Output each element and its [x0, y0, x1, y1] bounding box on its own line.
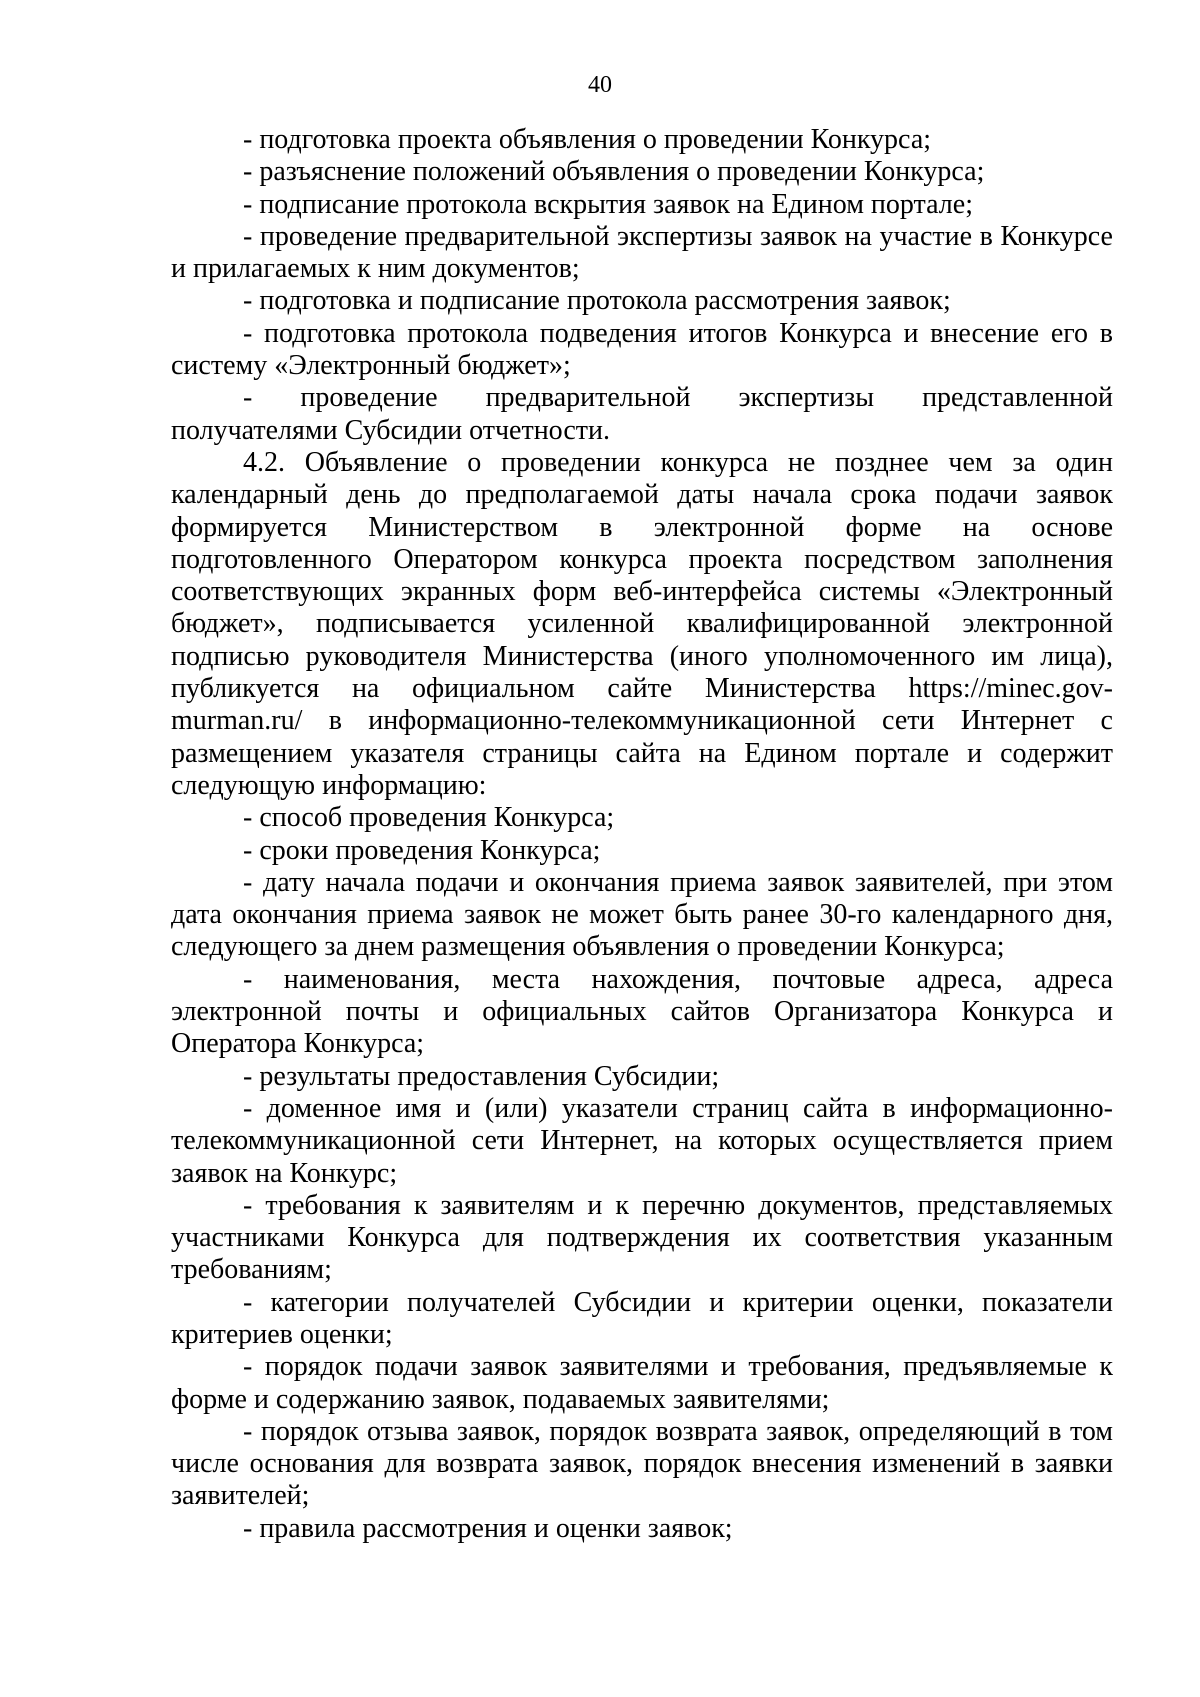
- paragraph-18: - порядок отзыва заявок, порядок возврата заявок, определяющий в том числе основания для возврата заявок, порядок внесения изменений в заявки заявителей;: [171, 1415, 1113, 1512]
- paragraph-12: - наименования, места нахождения, почтовые адреса, адреса электронной почты и официальных сайтов Организатора Конкурса и Оператора Конкурса;: [171, 963, 1113, 1060]
- paragraph-3: - подписание протокола вскрытия заявок на Едином портале;: [243, 188, 973, 220]
- paragraph-2: - разъяснение положений объявления о проведении Конкурса;: [243, 156, 985, 188]
- paragraph-8: 4.2. Объявление о проведении конкурса не позднее чем за один календарный день до предполагаемой даты начала срока подачи заявок формируется Министерством в электронной форме на основе подготовленного Оператором конкурса проекта посредством заполнения соответствующих экранных форм веб-интерфейса системы «Электронный бюджет», подписывается усиленной квалифицированной электронной подписью руководителя Министерства (иного уполномоченного им лица), публикуется на официальном сайте Министерства https://minec.gov-murman.ru/ в информационно-телекоммуникационной сети Интернет с размещением указателя страницы сайта на Едином портале и содержит следующую информацию:: [171, 446, 1113, 801]
- paragraph-16: - категории получателей Субсидии и критерии оценки, показатели критериев оценки;: [171, 1286, 1113, 1350]
- paragraph-19: - правила рассмотрения и оценки заявок;: [243, 1512, 733, 1544]
- paragraph-6: - подготовка протокола подведения итогов Конкурса и внесение его в систему «Электронный бюджет»;: [171, 317, 1113, 382]
- paragraph-4: - проведение предварительной экспертизы заявок на участие в Конкурсе и прилагаемых к ним документов;: [171, 220, 1113, 285]
- paragraph-5: - подготовка и подписание протокола рассмотрения заявок;: [243, 285, 951, 317]
- paragraph-13: - результаты предоставления Субсидии;: [243, 1060, 720, 1092]
- paragraph-7: - проведение предварительной экспертизы представленной получателями Субсидии отчетности.: [171, 382, 1113, 446]
- paragraph-1: - подготовка проекта объявления о проведении Конкурса;: [243, 124, 932, 155]
- paragraph-14: - доменное имя и (или) указатели страниц сайта в информационно-телекоммуникационной сети Интернет, на которых осуществляется прием заявок на Конкурс;: [171, 1092, 1113, 1189]
- paragraph-11: - дату начала подачи и окончания приема заявок заявителей, при этом дата окончания приема заявок не может быть ранее 30-го календарного дня, следующего за днем размещения объявления о проведении Конкурса;: [171, 866, 1113, 963]
- document-body: [171, 124, 1113, 1545]
- page-number: 40: [588, 72, 612, 98]
- paragraph-17: - порядок подачи заявок заявителями и требования, предъявляемые к форме и содержанию заявок, подаваемых заявителями;: [171, 1351, 1113, 1415]
- paragraph-9: - способ проведения Конкурса;: [243, 802, 615, 834]
- paragraph-10: - сроки проведения Конкурса;: [243, 834, 601, 866]
- paragraph-15: - требования к заявителям и к перечню документов, представляемых участниками Конкурса для подтверждения их соответствия указанным требованиям;: [171, 1189, 1113, 1286]
